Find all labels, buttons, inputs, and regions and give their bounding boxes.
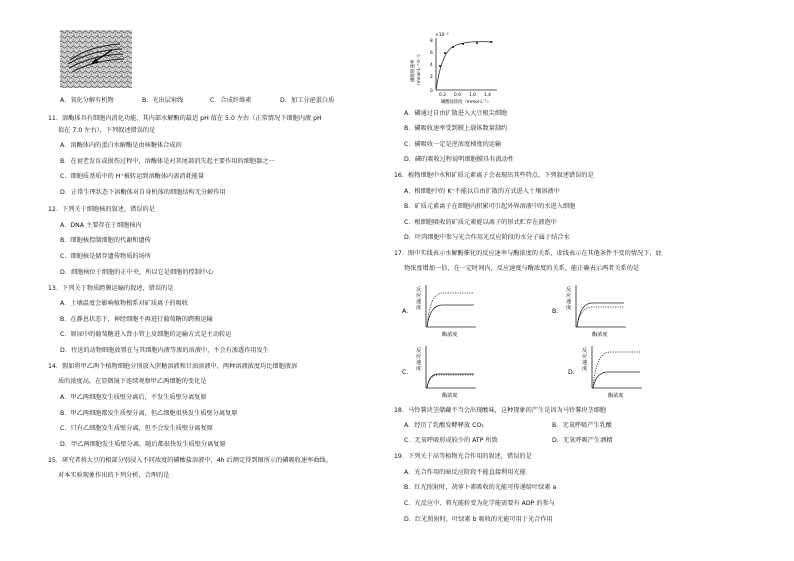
chart-ytick: 0 [430,89,433,94]
graph-ylabel-char: 速 [416,299,422,305]
graph-solid-curve [427,305,474,327]
q17-stem-line2: 物浓度增加一倍，在一定时间内，反应速度与酶浓度的关系，能正确表示两者关系的是 [404,265,640,272]
graph-ylabel-char: 度 [416,366,422,372]
q16-option-b: B．矿质元素离子在细胞内积累可引起外界溶液中的水进入细胞 [404,203,576,210]
q15-stem-line2: 对本实验现象作出的下列分析，合理的是 [58,472,170,479]
q19-stem: 19．下列关于高等植物光合作用的叙述，错误的是 [394,453,532,460]
graph-dotted-curve [427,293,474,327]
q11-option-b: B．在衰老发育或损伤过程中，溶酶体是对其尾部消失起主要作用的细胞器之一 [60,158,275,165]
q16-stem: 16．植物细胞中水和矿质元素离子会表现出其些特点，下列叙述错误的是 [394,172,594,179]
q15-option-d: D．磷的吸收过程说明细胞膜具有流动性 [404,156,514,163]
q11-stem-line1: 11．溶酶体具有细胞内消化功能，其内部水解酶的最适 pH 值在 5.0 左右（正常情况下细胞内液 pH [48,115,322,122]
chart-point [444,52,446,54]
chart-xlabel: 磷酸盐浓度（mmol·L⁻¹） [441,100,492,104]
q18-option-d: D．无氧呼吸产生酒精 [552,437,613,444]
q14-stem-line1: 14．假如将甲乙两个植物细胞分别放入蔗糖溶液和甘油溶液中，两种溶液浓度均比细胞液溶 [48,363,298,370]
graph-ylabel-char: 反 [566,287,572,293]
q11-option-c: C．细胞质基质中的 H⁺被转运到溶酶体内需消耗能量 [60,173,205,180]
q17-graph-c-label: C． [402,369,413,376]
q11-stem-line2: 值在 7.0 左右），下列叙述错误的是 [58,127,156,134]
graph-dotted-curve [427,375,474,388]
graph-ylabel-char: 速 [582,360,588,366]
q16-option-d: D．叶肉细胞中参与光合作用光反应阶段的水分子属于结合水 [404,234,570,241]
q17-graph-a-label: A． [402,308,413,315]
graph-ylabel-char: 反 [416,348,422,354]
graph-xlabel: 酶浓度 [442,393,458,399]
q10-option-a: A．氧化分解有机物 [60,97,114,104]
chart-ytick: 4 [430,63,433,68]
chart-ytick: 2 [430,75,433,80]
q12-option-c: C．细胞核是储存遗传物质的场所 [60,253,151,260]
chart-point [490,41,492,43]
q15-option-a: A．磷通过自由扩散进入大豆根尖细胞 [404,110,508,117]
graph-xlabel: 酶浓度 [608,393,624,399]
q12-option-b: B．细胞核控制细胞的代谢和遗传 [60,237,151,244]
q17-graph-b [552,283,662,339]
chart-exponent-label: ×10⁻² [435,33,449,38]
graph-dotted-curve [593,352,640,388]
q13-option-d: D．待送的动物细胞放置在与其细胞内液等渗的溶液中，不会有渗透作用发生 [60,347,269,354]
graph-solid-curve [577,303,624,327]
q14-option-c: C．只有乙细胞发生质壁分离，但不会发生质壁分离复原 [60,425,213,432]
q13-option-c: C．原尿中的葡萄糖进入肾小管上皮细胞的运输方式是主动转运 [60,331,232,338]
q12-option-d: D．细胞核位于细胞的正中央，所以它是细胞的控制中心 [60,269,214,276]
q10-option-b: B．光出层射线 [142,97,184,104]
q13-option-a: A．土壤温度会影响植物根系对矿质离子的吸收 [60,300,188,307]
graph-ylabel-char: 反 [582,348,588,354]
chart-ylabel-2: (mmol·L⁻¹·h⁻¹) [416,54,421,85]
graph-solid-curve [593,372,640,388]
q10-option-c: C．合成纤维素 [210,97,252,104]
q17-graph-d [568,344,678,400]
q16-option-a: A．根细胞中的 K⁺不能以自由扩散的方式进入土壤溶液中 [404,188,560,195]
chart-point [452,46,454,48]
q17-graph-c [402,344,512,400]
graph-xlabel: 酶浓度 [442,332,458,338]
chart-xtick: 0.6 [454,93,461,98]
graph-ylabel-char: 度 [416,305,422,311]
graph-ylabel-char: 应 [416,293,422,299]
chart-point [476,42,478,44]
graph-ylabel-char: 应 [566,293,572,299]
chart-xtick: 1.4 [484,93,491,98]
q19-option-a: A．光合作用的暗反应阶段不能直接利用光能 [404,469,526,476]
q19-option-c: C．光反应中，将光能转变为化学能需要有 ADP 的参与 [404,500,555,507]
q13-stem: 13．下列关于物质跨膜运输的叙述，错误的是 [48,285,174,292]
graph-ylabel-char: 速 [416,360,422,366]
graph-ylabel-char: 速 [566,299,572,305]
q18-option-a: A．经历了乳酸发酵释放 CO₂ [404,422,484,429]
graph-xlabel: 酶浓度 [592,332,608,338]
q18-options-row1 [404,422,724,430]
q13-option-b: B．在静息状态下，神经细胞不再进行葡萄糖的跨膜运输 [60,316,213,323]
q10-option-d: D．加工分泌蛋白质 [280,97,335,104]
q17-graph-d-label: D． [568,369,579,376]
graph-dotted-curve [577,307,624,327]
chart-ylabel-1: 磷吸收速率 [411,59,416,82]
q18-stem: 18．马铃薯块茎储藏不当会出现酸味，这种现象的产生是因为马铃薯块茎细胞 [394,407,607,414]
q14-option-b: B．甲乙两细胞都发生质壁分离，但乙细胞很快发生质壁分离复原 [60,410,238,417]
q14-option-a: A．甲乙两细胞发生质壁分离后，不发生质壁分离复原 [60,394,207,401]
q17-graph-b-label: B． [552,308,563,315]
q18-options-row2 [404,437,724,445]
chart-point [439,65,441,67]
graph-ylabel-char: 反 [416,287,422,293]
q11-option-a: A．溶酶体内的蛋白水解酶是由核糖体合成的 [60,142,182,149]
q12-option-a: A．DNA 主要存在于细胞核内 [60,222,142,229]
q19-option-d: D．红光照射时，叶绿素 b 吸收的光能可用于光合作用 [404,516,553,523]
q14-stem-line2: 质的浓度高，在显微镜下连续观察甲乙两细胞的变化是 [58,378,207,385]
q15-option-b: B．磷吸收速率受到膜上载体数量制约 [404,125,508,132]
micrograph-image [60,30,132,88]
q17-graph-a [402,283,512,339]
q12-stem: 12．下列关于细胞核的叙述，错误的是 [48,206,155,213]
q17-stem-line1: 17．图中实线表示水解酶催化的反应速率与酶浓度的关系，虚线表示在其他条件不变的情况下，底 [394,250,662,257]
graph-ylabel-char: 应 [582,354,588,360]
chart-xtick: 0.2 [439,93,446,98]
q15-stem-line1: 15．研究者将大豆的根部分别浸入不同浓度的磷酸盐溶液中，4h 后测定得到图所示的磷吸收速率曲线。 [48,457,332,464]
chart-ytick: 8 [430,39,433,44]
chart-xtick: 1.0 [469,93,476,98]
q18-option-c: C．无氧呼吸形成较少的 ATP 所致 [404,437,498,444]
graph-ylabel-char: 度 [566,305,572,311]
q15-option-c: C．磷吸收一定是逆浓度梯度的运输 [404,141,502,148]
graph-ylabel-char: 度 [582,366,588,372]
q14-option-d: D．甲乙两细胞发生质壁分离，随后都很快发生质壁分离复原 [60,441,226,448]
chart-uptake-curve [436,42,493,90]
chart-point [462,43,464,45]
graph-ylabel-char: 应 [416,354,422,360]
q18-option-b: B．无氧呼吸产生乳酸 [552,422,612,429]
q11-option-d: D．正常生理状态下溶酶体对自身机体的细胞结构无分解作用 [60,189,226,196]
q16-option-c: C．根细胞吸收的矿质元素能以离子的形式贮存在液泡中 [404,219,557,226]
q19-option-b: B．红光照射时，胡萝卜素吸收的光能可传递给叶绿素 a [404,484,557,491]
chart-ytick: 6 [430,51,433,56]
q10-options [60,97,380,105]
micrograph-figure [60,30,132,88]
phosphate-uptake-chart [405,28,505,104]
